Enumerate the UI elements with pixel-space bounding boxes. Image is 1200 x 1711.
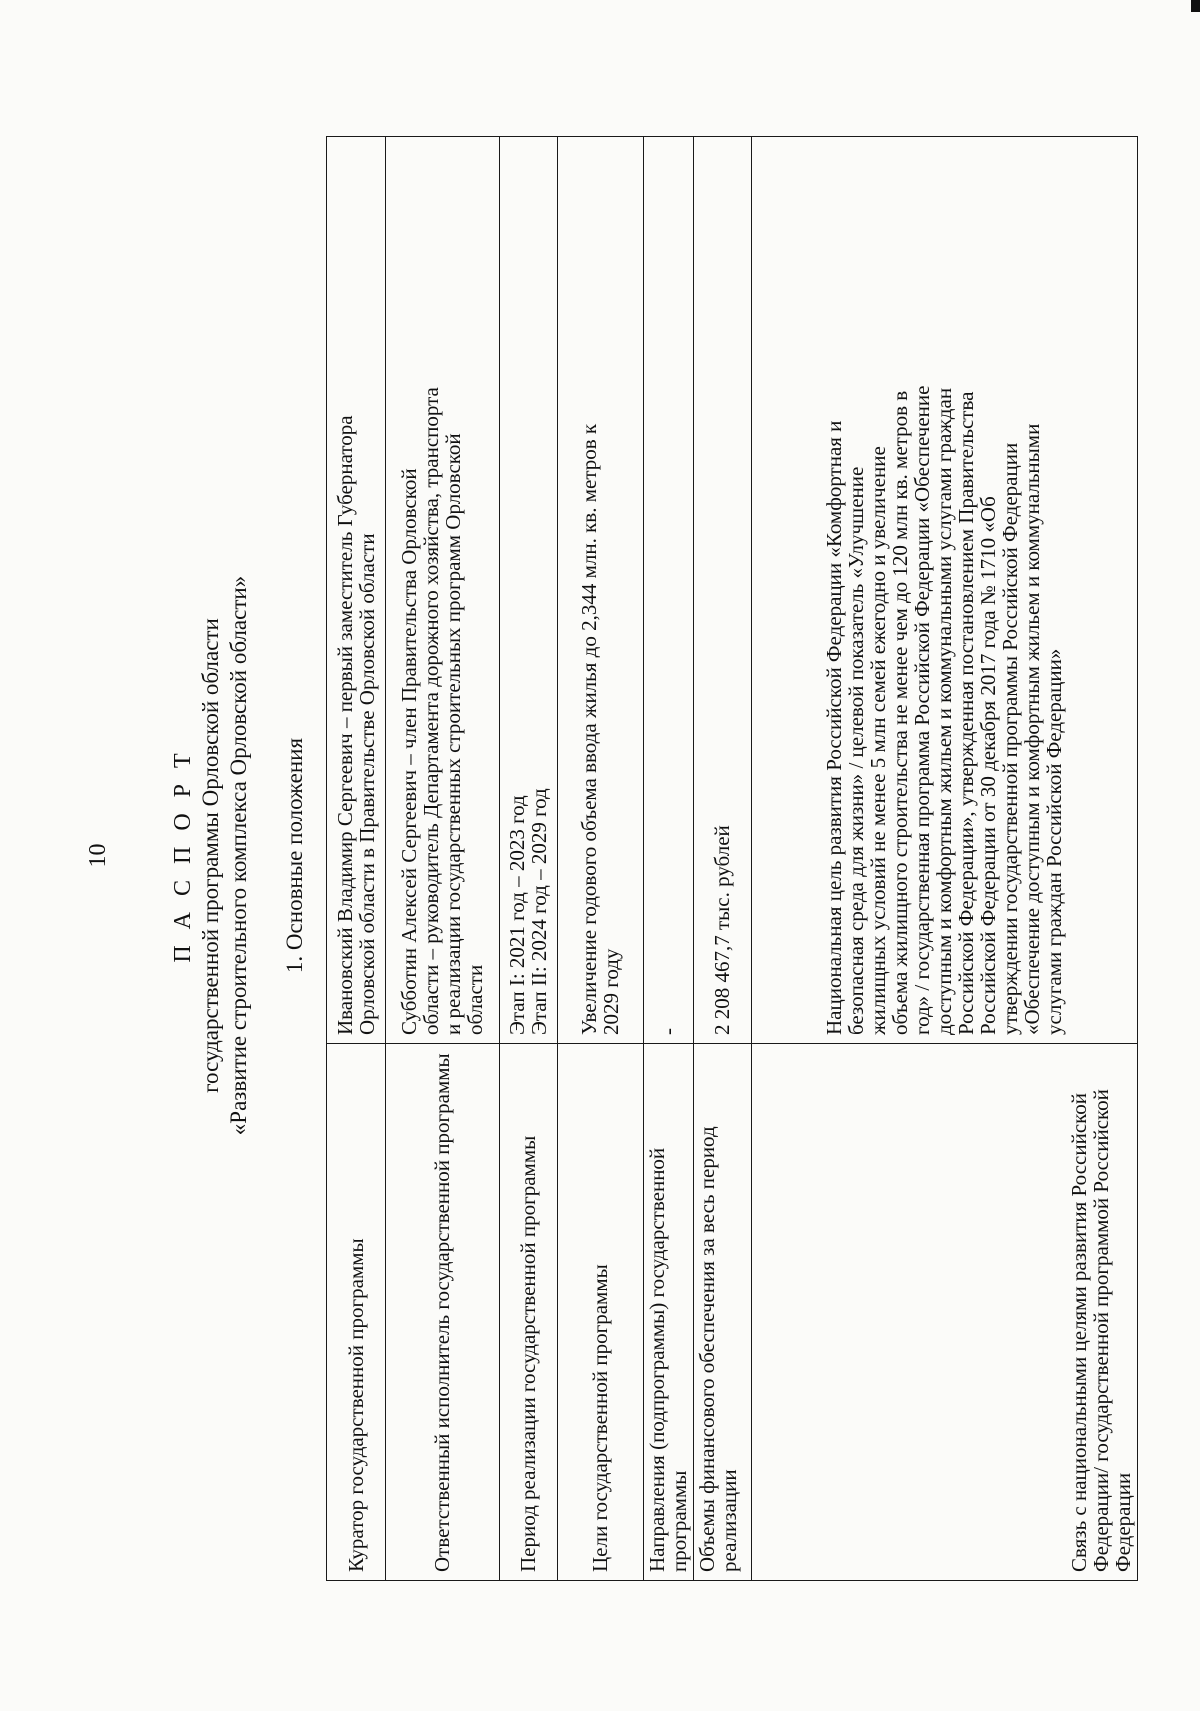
value-line: области: [463, 964, 487, 1035]
value-line: Орловской области в Правительстве Орловской области: [354, 533, 379, 1035]
row-value: [558, 137, 644, 1044]
scan-corner-mark: [1191, 0, 1200, 12]
row-value: [752, 137, 1138, 1044]
row-label: [327, 1044, 386, 1581]
page-number: 10: [85, 843, 111, 868]
row-value: [327, 137, 386, 1044]
value-line: доступным и комфортным жильем и коммунальными услугами граждан: [932, 387, 956, 1035]
row-value: [386, 137, 500, 1044]
label-line: Куратор государственной программы: [343, 1238, 368, 1572]
table-row: [558, 137, 644, 1581]
label-line: Ответственный исполнитель государственной программы: [430, 1053, 454, 1572]
value-line: Субботин Алексей Сергеевич – член Правительства Орловской: [397, 468, 421, 1035]
table-row: [644, 137, 694, 1581]
value-line: 2029 году: [599, 948, 623, 1035]
table-row: [327, 137, 386, 1581]
value-line: Увеличение годового объема ввода жилья до 2,344 млн. кв. метров к: [577, 423, 601, 1035]
value-line: Российской Федерации», утвержденная постановлением Правительства: [954, 391, 978, 1035]
table-row: [386, 137, 500, 1581]
value-line: услугами граждан Российской Федерации»: [1042, 648, 1066, 1035]
value-line: жилищных условий не менее 5 млн семей ежегодно и увеличение: [866, 446, 890, 1035]
value-line: 2 208 467,7 тыс. рублей: [710, 825, 734, 1035]
value-line: утверждении государственной программы Российской Федерации: [998, 442, 1022, 1035]
label-line: Связь с национальными целями развития Российской: [1067, 1092, 1091, 1572]
table-row: [500, 137, 558, 1581]
row-label: [500, 1044, 558, 1581]
value-line: безопасная среда для жизни» / целевой показатель «Улучшение: [844, 466, 868, 1035]
value-line: Российской Федерации от 30 декабря 2017 года № 1710 «Об: [976, 496, 1000, 1035]
label-line: Федерации/ государственной программой Российской: [1089, 1089, 1113, 1572]
value-line: Этап I: 2021 год – 2023 год: [505, 795, 529, 1035]
document-subtitle-line-2: «Развитие строительного комплекса Орловской области»: [226, 575, 251, 1136]
value-line: -: [656, 1028, 680, 1035]
table-row: [752, 137, 1138, 1581]
document-title: П А С П О Р Т: [170, 748, 196, 963]
label-line: Федерации: [1111, 1472, 1135, 1572]
row-label: [694, 1044, 752, 1581]
document-subtitle-line-1: государственной программы Орловской области: [198, 618, 223, 1093]
label-line: Объемы финансового обеспечения за весь период: [695, 1126, 719, 1572]
row-value: [500, 137, 558, 1044]
row-value: [644, 137, 694, 1044]
row-label: [558, 1044, 644, 1581]
value-line: и реализации государственных строительных программ Орловской: [441, 433, 465, 1035]
value-line: объема жилищного строительства не менее чем до 120 млн кв. метров в: [888, 390, 912, 1035]
value-line: Этап II: 2024 год – 2029 год: [527, 788, 551, 1035]
section-title: 1. Основные положения: [282, 737, 307, 974]
value-line: области – руководитель Департамента дорожного хозяйства, транспорта: [419, 387, 443, 1035]
label-line: Цели государственной программы: [588, 1264, 612, 1572]
value-line: Ивановский Владимир Сергеевич – первый заместитель Губернатора: [332, 415, 357, 1035]
passport-table: [326, 136, 1138, 1581]
label-line: Направления (подпрограммы) государственной программы: [645, 1147, 691, 1572]
value-line: Национальная цель развития Российской Федерации «Комфортная и: [822, 420, 846, 1035]
label-line: реализации: [717, 1469, 741, 1572]
table-row: [694, 137, 752, 1581]
value-line: год» / государственная программа Российской Федерации «Обеспечение: [910, 385, 934, 1035]
row-label: [644, 1044, 694, 1581]
value-line: «Обеспечение доступным и комфортным жильем и коммунальными: [1020, 423, 1044, 1035]
row-label: [752, 1044, 1138, 1581]
row-label: [386, 1044, 500, 1581]
row-value: [694, 137, 752, 1044]
label-line: Период реализации государственной программы: [516, 1135, 540, 1572]
